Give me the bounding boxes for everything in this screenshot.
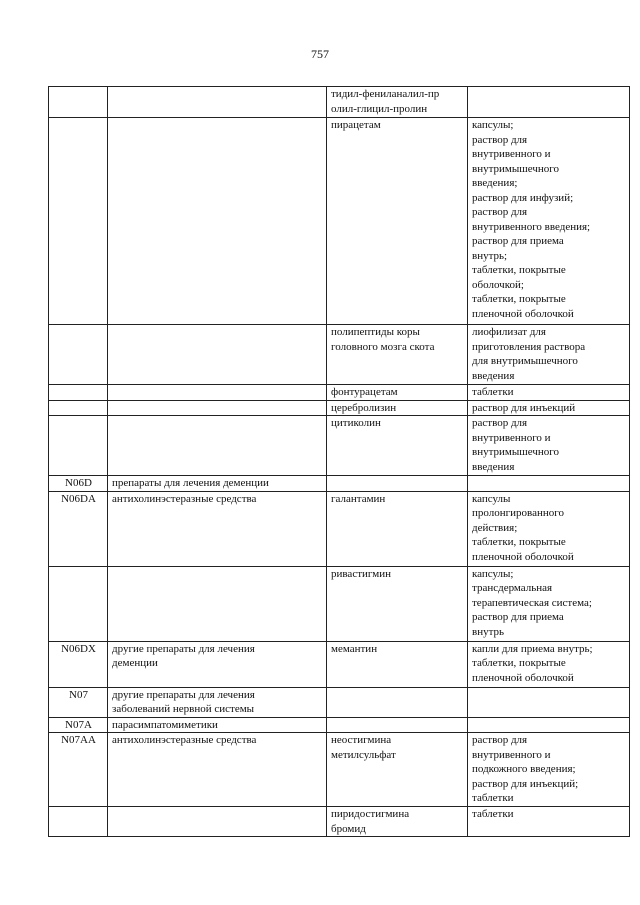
atc-code-cell: N07A — [49, 717, 108, 733]
dosage-form-cell: раствор для внутривенного и подкожного введения; раствор для инъекций; таблетки — [468, 733, 630, 807]
dosage-form-cell — [468, 717, 630, 733]
dosage-form-cell — [468, 87, 630, 118]
group-name-cell: другие препараты для лечения деменции — [108, 641, 327, 687]
drug-name-cell: церебролизин — [327, 400, 468, 416]
group-name-cell: парасимпатомиметики — [108, 717, 327, 733]
dosage-form-cell: капсулы пролонгированного действия; таблетки, покрытые пленочной оболочкой — [468, 491, 630, 566]
atc-code-cell — [49, 118, 108, 325]
drug-name-cell — [327, 687, 468, 717]
atc-code-cell — [49, 87, 108, 118]
dosage-form-cell: лиофилизат для приготовления раствора для внутримышечного введения — [468, 325, 630, 385]
group-name-cell — [108, 118, 327, 325]
drug-table-body — [49, 87, 630, 837]
group-name-cell — [108, 400, 327, 416]
group-name-cell: антихолинэстеразные средства — [108, 491, 327, 566]
dosage-form-cell: капли для приема внутрь; таблетки, покрытые пленочной оболочкой — [468, 641, 630, 687]
atc-code-cell: N06DA — [49, 491, 108, 566]
table-row — [49, 491, 630, 566]
table-row — [49, 733, 630, 807]
atc-code-cell — [49, 325, 108, 385]
group-name-cell — [108, 325, 327, 385]
drug-name-cell — [327, 476, 468, 492]
drug-name-cell: неостигмина метилсульфат — [327, 733, 468, 807]
dosage-form-cell: капсулы; трансдермальная терапевтическая система; раствор для приема внутрь — [468, 566, 630, 641]
group-name-cell: антихолинэстеразные средства — [108, 733, 327, 807]
dosage-form-cell — [468, 687, 630, 717]
drug-name-cell: галантамин — [327, 491, 468, 566]
atc-code-cell — [49, 807, 108, 837]
drug-name-cell: мемантин — [327, 641, 468, 687]
drug-name-cell — [327, 717, 468, 733]
table-row — [49, 807, 630, 837]
drug-name-cell: полипептиды коры головного мозга скота — [327, 325, 468, 385]
table-row — [49, 118, 630, 325]
group-name-cell: другие препараты для лечения заболеваний нервной системы — [108, 687, 327, 717]
dosage-form-cell: раствор для внутривенного и внутримышечного введения — [468, 416, 630, 476]
drug-name-cell: ривастигмин — [327, 566, 468, 641]
table-row — [49, 325, 630, 385]
atc-code-cell: N06DX — [49, 641, 108, 687]
table-row — [49, 717, 630, 733]
drug-table — [48, 86, 630, 837]
table-row — [49, 687, 630, 717]
table-row — [49, 476, 630, 492]
group-name-cell — [108, 416, 327, 476]
atc-code-cell — [49, 385, 108, 401]
atc-code-cell: N06D — [49, 476, 108, 492]
dosage-form-cell: таблетки — [468, 807, 630, 837]
drug-name-cell: фонтурацетам — [327, 385, 468, 401]
table-row — [49, 87, 630, 118]
dosage-form-cell — [468, 476, 630, 492]
drug-name-cell: пиридостигмина бромид — [327, 807, 468, 837]
group-name-cell: препараты для лечения деменции — [108, 476, 327, 492]
table-row — [49, 416, 630, 476]
group-name-cell — [108, 807, 327, 837]
table-row — [49, 566, 630, 641]
group-name-cell — [108, 566, 327, 641]
atc-code-cell — [49, 566, 108, 641]
dosage-form-cell: капсулы; раствор для внутривенного и внутримышечного введения; раствор для инфузий; раствор для внутривенного введения; раствор для приема внутрь; таблетки, покрытые оболочкой; таблетки, покрытые пленочной оболочкой — [468, 118, 630, 325]
group-name-cell — [108, 385, 327, 401]
table-row — [49, 385, 630, 401]
drug-name-cell: тидил-фениланалил-пр олил-глицил-пролин — [327, 87, 468, 118]
dosage-form-cell: раствор для инъекций — [468, 400, 630, 416]
dosage-form-cell: таблетки — [468, 385, 630, 401]
atc-code-cell: N07AA — [49, 733, 108, 807]
page-number: 757 — [311, 47, 329, 61]
atc-code-cell: N07 — [49, 687, 108, 717]
drug-name-cell: цитиколин — [327, 416, 468, 476]
atc-code-cell — [49, 416, 108, 476]
table-row — [49, 400, 630, 416]
table-row — [49, 641, 630, 687]
atc-code-cell — [49, 400, 108, 416]
group-name-cell — [108, 87, 327, 118]
drug-name-cell: пирацетам — [327, 118, 468, 325]
